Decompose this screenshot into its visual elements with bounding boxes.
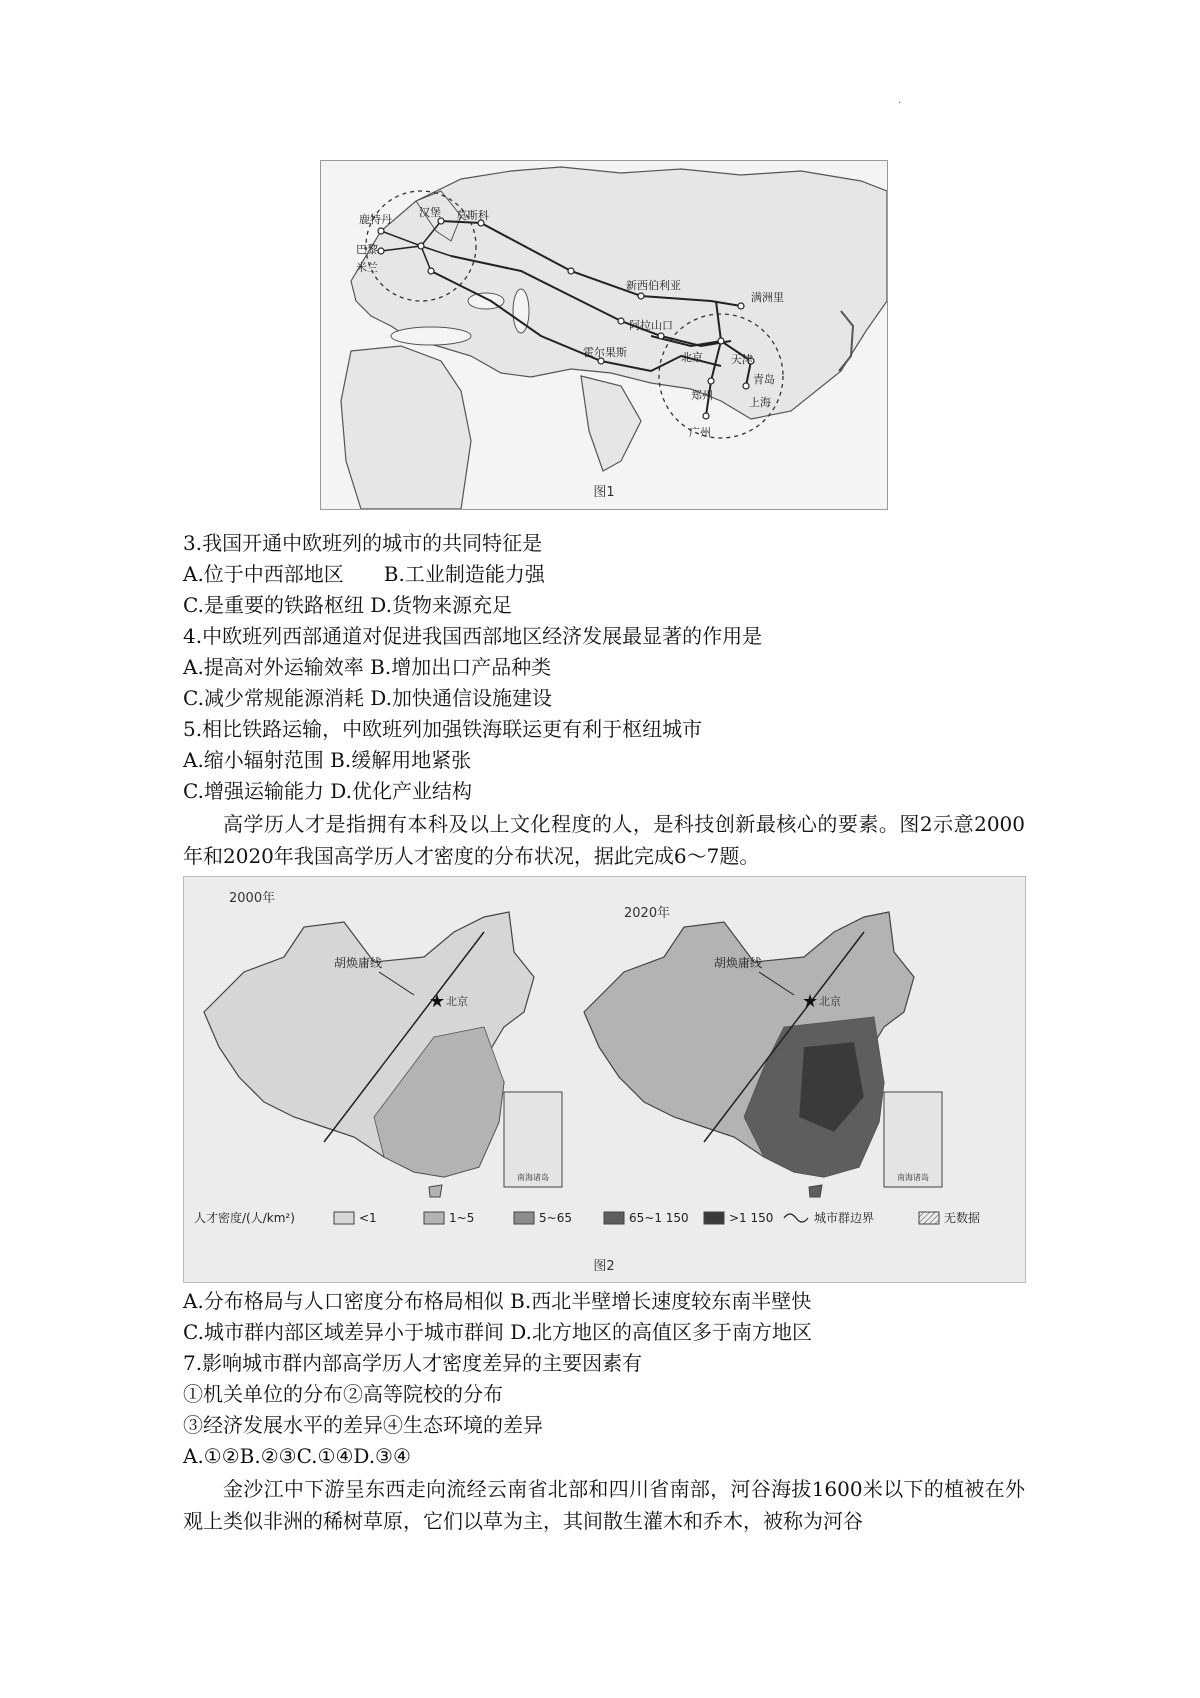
legend-boundary: 城市群边界 [814, 1211, 875, 1225]
q3-option-ab: A.位于中西部地区 B.工业制造能力强 [183, 562, 545, 586]
figure-2-talent-density-maps [183, 876, 1026, 1283]
legend-label-1: 1~5 [449, 1211, 475, 1225]
intro-next-question: 金沙江中下游呈东西走向流经云南省北部和四川省南部，河谷海拔1600米以下的植被在外观上类似非洲的稀树草原，它们以草为主，其间散生灌木和乔木，被称为河谷 [183, 1477, 1025, 1533]
talent-density-svg [184, 877, 1025, 1282]
star-icon: ★ [429, 991, 446, 1012]
label-paris: 巴黎 [356, 243, 378, 256]
inset-label-2000: 南海诸岛 [517, 1173, 549, 1182]
intro-q6-q7: 高学历人才是指拥有本科及以上文化程度的人，是科技创新最核心的要素。图2示意2000年和2020年我国高学历人才密度的分布状况，据此完成6～7题。 [183, 812, 1025, 868]
nodata-swatch [919, 1212, 939, 1224]
inset-label-2020: 南海诸岛 [897, 1173, 929, 1182]
eurasia-rail-map [321, 161, 887, 509]
star-icon: ★ [802, 991, 819, 1012]
label-hamburg: 汉堡 [419, 206, 441, 219]
figure-1-railway-map [320, 160, 888, 510]
label-milan: 米兰 [356, 261, 378, 274]
mediterranean-sea [391, 327, 471, 345]
city-label-2020: 北京 [819, 995, 841, 1008]
q5-option-cd: C.增强运输能力 D.优化产业结构 [183, 779, 472, 803]
label-shanghai: 上海 [749, 396, 771, 409]
legend-label-4: >1 150 [729, 1211, 774, 1225]
q7-options: A.①②B.②③C.①④D.③④ [183, 1444, 411, 1468]
q4-option-cd: C.减少常规能源消耗 D.加快通信设施建设 [183, 686, 552, 710]
label-moscow: 莫斯科 [456, 209, 489, 222]
map-2020 [584, 905, 942, 1197]
q7-items-12: ①机关单位的分布②高等院校的分布 [183, 1382, 503, 1406]
legend-swatch-3 [604, 1212, 624, 1224]
hainan-2020 [809, 1185, 822, 1197]
legend-swatch-2 [514, 1212, 534, 1224]
q3-stem: 3.我国开通中欧班列的城市的共同特征是 [183, 531, 543, 555]
legend-swatch-1 [424, 1212, 444, 1224]
q7-items-34: ③经济发展水平的差异④生态环境的差异 [183, 1413, 543, 1437]
legend-swatch-4 [704, 1212, 724, 1224]
label-tianjin: 天津 [731, 353, 753, 366]
legend-title: 人才密度/(人/km²) [194, 1211, 295, 1225]
label-qingdao: 青岛 [753, 373, 775, 386]
q7-stem: 7.影响城市群内部高学历人才密度差异的主要因素有 [183, 1351, 643, 1375]
legend-label-3: 65~1 150 [629, 1211, 689, 1225]
map-2020-year: 2020年 [624, 906, 671, 921]
legend-swatch-0 [334, 1212, 354, 1224]
label-alashankou: 阿拉山口 [629, 319, 673, 332]
legend-nodata: 无数据 [944, 1211, 981, 1225]
figure-2-caption: 图2 [593, 1259, 615, 1274]
legend [194, 1210, 980, 1225]
africa-landmass [341, 346, 471, 509]
city-label-2000: 北京 [446, 995, 468, 1008]
legend-label-2: 5~65 [539, 1211, 572, 1225]
label-novosibirsk: 新西伯利亚 [626, 279, 681, 292]
boundary-line-icon [784, 1214, 808, 1222]
hu-line-label-2000: 胡焕庸线 [334, 956, 383, 970]
label-guangzhou: 广州 [689, 426, 711, 439]
q5-option-ab: A.缩小辐射范围 B.缓解用地紧张 [183, 748, 472, 772]
figure-1-caption: 图1 [593, 485, 615, 500]
hainan-2000 [429, 1185, 442, 1197]
scan-dot: · [898, 98, 902, 109]
q4-option-ab: A.提高对外运输效率 B.增加出口产品种类 [183, 655, 552, 679]
q6-option-ab: A.分布格局与人口密度分布格局相似 B.西北半壁增长速度较东南半壁快 [183, 1289, 812, 1313]
q6-option-cd: C.城市群内部区域差异小于城市群间 D.北方地区的高值区多于南方地区 [183, 1320, 812, 1344]
map-2000 [204, 890, 562, 1197]
label-khorgos: 霍尔果斯 [583, 346, 627, 359]
q4-stem: 4.中欧班列西部通道对促进我国西部地区经济发展最显著的作用是 [183, 624, 763, 648]
india-landmass [581, 376, 641, 471]
label-beijing: 北京 [681, 351, 703, 364]
label-rotterdam: 鹿特丹 [359, 213, 392, 226]
q3-option-cd: C.是重要的铁路枢纽 D.货物来源充足 [183, 593, 512, 617]
q5-stem: 5.相比铁路运输，中欧班列加强铁海联运更有利于枢纽城市 [183, 717, 703, 741]
label-zhengzhou: 郑州 [691, 389, 713, 402]
label-manzhouli: 满洲里 [751, 291, 784, 304]
legend-label-0: <1 [359, 1211, 377, 1225]
map-2000-year: 2000年 [229, 891, 276, 906]
hu-line-label-2020: 胡焕庸线 [714, 956, 763, 970]
